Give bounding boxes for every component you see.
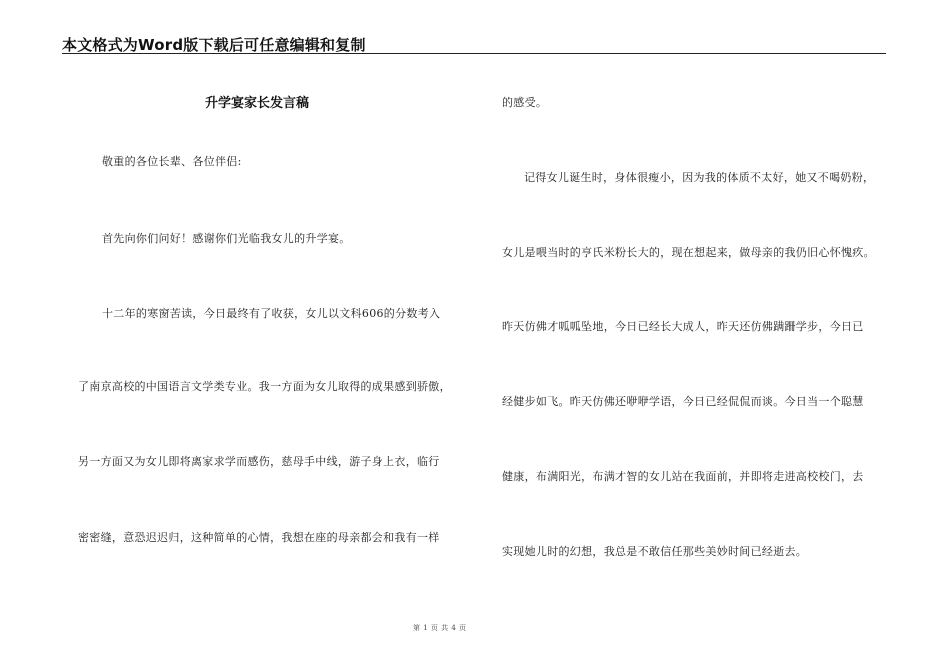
paragraph-line: 敬重的各位长辈、各位伴侣:	[102, 155, 242, 168]
paragraph-line: 密密缝，意恐迟迟归，这种简单的心情，我想在座的母亲都会和我有一样	[78, 531, 440, 544]
header-divider	[62, 53, 886, 54]
page-number-indicator: 第 1 页 共 4 页	[413, 624, 467, 632]
paragraph-line: 实现她儿时的幻想，我总是不敢信任那些美妙时间已经逝去。	[502, 545, 808, 558]
paragraph-line: 经健步如飞。昨天仿佛还咿咿学语，今日已经侃侃而谈。今日当一个聪慧	[502, 395, 864, 408]
paragraph-line: 昨天仿佛才呱呱坠地，今日已经长大成人，昨天还仿佛蹒跚学步，今日已	[502, 320, 864, 333]
paragraph-line: 的感受。	[502, 96, 548, 109]
document-header-banner: 本文格式为Word版下载后可任意编辑和复制	[62, 36, 366, 54]
paragraph-line: 记得女儿诞生时，身体很瘦小，因为我的体质不太好，她又不喝奶粉，	[524, 171, 875, 184]
paragraph-line: 十二年的寒窗苦读，今日最终有了收获，女儿以文科606的分数考入	[102, 307, 441, 320]
paragraph-line: 另一方面又为女儿即将离家求学而感伤，慈母手中线，游子身上衣，临行	[78, 455, 440, 468]
paragraph-line: 女儿是喂当时的亨氏米粉长大的，现在想起来，做母亲的我仍旧心怀愧疚。	[502, 246, 875, 259]
paragraph-line: 了南京高校的中国语言文学类专业。我一方面为女儿取得的成果感到骄傲，	[78, 380, 451, 393]
document-title: 升学宴家长发言稿	[205, 96, 310, 111]
paragraph-line: 首先向你们问好！感谢你们光临我女儿的升学宴。	[102, 232, 351, 245]
paragraph-line: 健康，布满阳光，布满才智的女儿站在我面前，并即将走进高校校门，去	[502, 470, 864, 483]
